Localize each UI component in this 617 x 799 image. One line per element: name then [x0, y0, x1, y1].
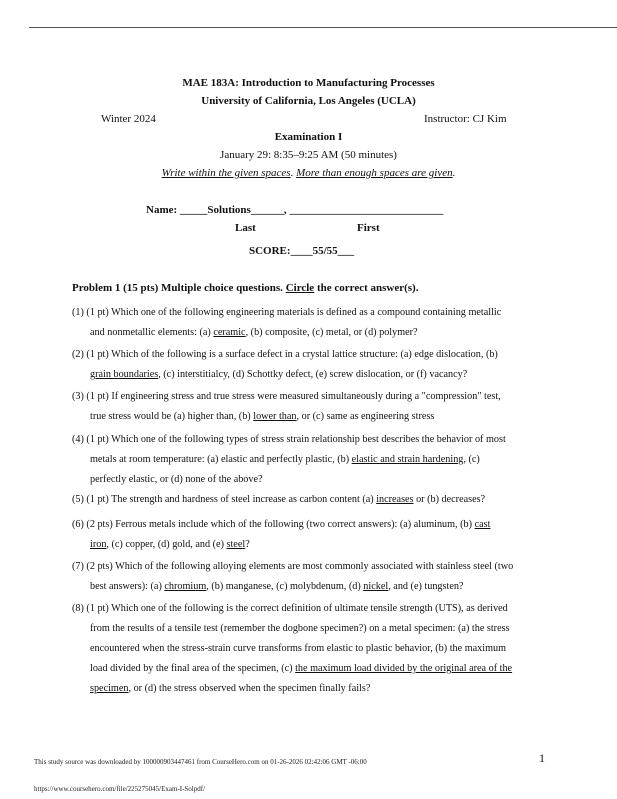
problem-1-heading-text: Problem 1 (15 pts) Multiple choice questions. — [72, 282, 286, 294]
instruction-1: Write within the given spaces — [161, 167, 291, 179]
q7-answer-2: nickel — [363, 581, 389, 592]
q8-answer-2: specimen — [90, 683, 129, 694]
q4-answer: elastic and strain hardening — [351, 454, 464, 465]
q7-answer-1: chromium — [164, 581, 207, 592]
q8-line-4 — [72, 659, 550, 679]
term: Winter 2024 — [101, 113, 156, 125]
q1-line-1: (1) (1 pt) Which one of the following engineering materials is defined as a compound containing metallic — [72, 307, 502, 318]
score-label: SCORE: — [249, 245, 291, 257]
q6-text: , (c) copper, (d) gold, and (e) — [106, 539, 227, 550]
circle-word: Circle — [285, 282, 315, 294]
exam-date: January 29: 8:35–9:25 AM (50 minutes) — [220, 149, 397, 161]
q7-text: best answers): (a) — [90, 581, 165, 592]
q5-answer: increases — [376, 494, 414, 505]
q8-line-1: (8) (1 pt) Which one of the following is the correct definition of ultimate tensile strength (UTS), as derived — [72, 603, 508, 614]
last-label: Last — [235, 222, 256, 234]
instruction-2: More than enough spaces are given — [296, 167, 453, 179]
question-5 — [72, 490, 550, 510]
q8-text-end: , or (d) the stress observed when the specimen finally fails? — [128, 683, 371, 694]
question-7 — [72, 557, 550, 597]
q1-answer: ceramic — [213, 327, 246, 338]
q3-line-2 — [72, 407, 550, 427]
question-1 — [72, 303, 550, 343]
question-3 — [72, 387, 550, 427]
score-line — [249, 245, 354, 257]
q6-answer-1a: cast — [474, 519, 491, 530]
q6-answer-1b: iron — [90, 539, 107, 550]
q1-text-end: , (b) composite, (c) metal, or (d) polymer? — [245, 327, 418, 338]
name-line — [146, 204, 443, 216]
q3-text-end: , or (c) same as engineering stress — [296, 411, 435, 422]
q1-text: and nonmetallic elements: (a) — [90, 327, 214, 338]
question-2 — [72, 345, 550, 385]
q5-text: (5) (1 pt) The strength and hardness of steel increase as carbon content (a) — [72, 494, 377, 505]
page-number: 1 — [539, 751, 545, 765]
q8-line-5 — [72, 679, 550, 699]
instructor: Instructor: CJ Kim — [424, 113, 507, 125]
q3-text: true stress would be (a) higher than, (b) — [90, 411, 254, 422]
q5-text-end: or (b) decreases? — [413, 494, 486, 505]
question-8 — [72, 599, 550, 699]
q2-line-2 — [72, 365, 550, 385]
q7-line-2 — [72, 577, 550, 597]
instructions: Write within the given spaces. More than enough spaces are given. — [161, 167, 456, 179]
source-url[interactable]: https://www.coursehero.com/file/225275045/Exam-I-Solpdf/ — [34, 785, 206, 793]
q6-line-2 — [72, 535, 550, 555]
q4-text-mid: , (c) — [463, 454, 480, 465]
q6-answer-2: steel — [226, 539, 246, 550]
top-rule — [29, 27, 617, 28]
problem-1-heading-rest: the correct answer(s). — [314, 282, 419, 294]
university-name: University of California, Los Angeles (UCLA) — [201, 95, 416, 107]
exam-title: Examination I — [274, 131, 343, 143]
q4-text: metals at room temperature: (a) elastic and perfectly plastic, (b) — [90, 454, 352, 465]
q7-line-1: (7) (2 pts) Which of the following alloying elements are most commonly associated with stainless steel (two — [72, 561, 514, 572]
q7-text-mid: , (b) manganese, (c) molybdenum, (d) — [206, 581, 364, 592]
q2-answer: grain boundaries — [90, 369, 159, 380]
problem-1-heading — [72, 282, 418, 294]
download-notice: This study source was downloaded by 100000903447461 from CourseHero.com on 01-26-2026 02:42:06 GMT -06:00 — [34, 758, 367, 766]
q3-line-1: (3) (1 pt) If engineering stress and true stress were measured simultaneously during a "compression" test, — [72, 391, 501, 402]
q4-line-2 — [72, 450, 550, 470]
first-label: First — [357, 222, 380, 234]
question-6 — [72, 515, 550, 555]
question-4 — [72, 430, 550, 490]
score-value: ____55/55___ — [290, 245, 355, 257]
course-title: MAE 183A: Introduction to Manufacturing Processes — [182, 77, 435, 89]
q6-line-1: (6) (2 pts) Ferrous metals include which of the following (two correct answers): (a) aluminum, (b) — [72, 519, 475, 530]
name-label: Name: — [146, 204, 178, 216]
name-value: _____Solutions______, ____________________________ — [179, 204, 444, 216]
q3-answer: lower than — [253, 411, 297, 422]
q1-line-2 — [72, 323, 550, 343]
q8-answer-1: the maximum load divided by the original area of the — [295, 663, 513, 674]
q8-line-3: encountered when the stress-strain curve transforms from elastic to plastic behavior, (b) the maximum — [90, 643, 507, 654]
q8-line-2: from the results of a tensile test (remember the dogbone specimen?) on a metal specimen: (a) the stress — [90, 623, 510, 634]
q8-text: load divided by the final area of the specimen, (c) — [90, 663, 296, 674]
q2-line-1: (2) (1 pt) Which of the following is a surface defect in a crystal lattice structure: (a) edge dislocation, (b) — [72, 349, 498, 360]
q4-line-1: (4) (1 pt) Which one of the following types of stress strain relationship best describes the behavior of most — [72, 434, 506, 445]
q4-line-3: perfectly elastic, or (d) none of the above? — [90, 474, 263, 485]
q7-text-end: , and (e) tungsten? — [388, 581, 464, 592]
q6-text-end: ? — [245, 539, 250, 550]
q2-text-end: , (c) interstitialcy, (d) Schottky defect, (e) screw dislocation, or (f) vacancy? — [158, 369, 468, 380]
